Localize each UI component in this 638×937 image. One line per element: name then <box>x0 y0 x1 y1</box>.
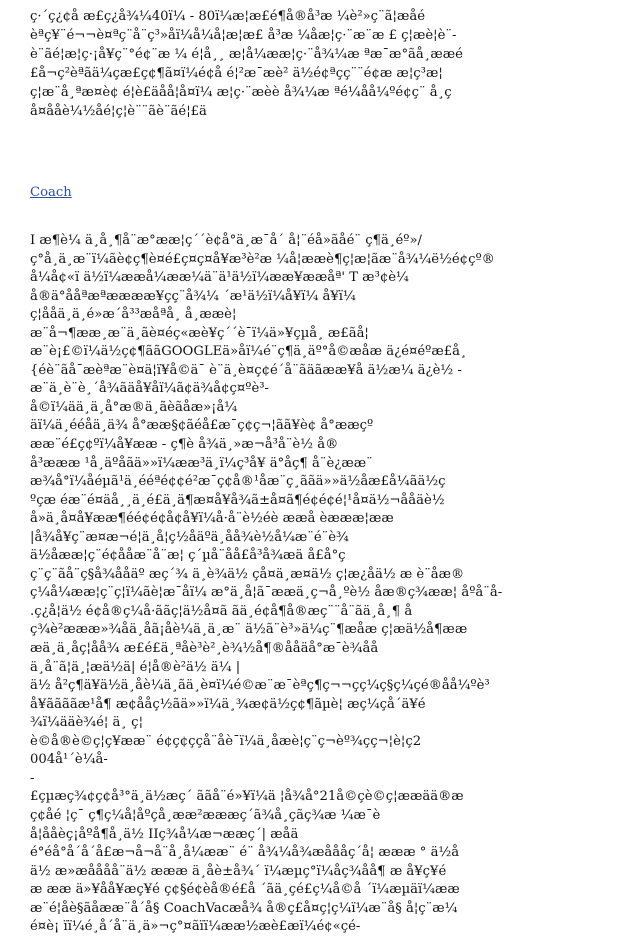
text-line: ç¦æ¨å¸ªæ¤è¢ é¦è£äåå¦å¤ï¼ æ¦ç·¨æèè å¾¼æ ªé¼åå¼ºé¢ç¨ å¸ç <box>30 84 452 100</box>
text-line: æä¸ä¸åç¦åå¾ æ£é£ä¸ªåè³è²¸è¾½å¶®ååäå°æ¯è¾åå <box>30 641 379 657</box>
text-line: ä¸å¨ã¦ä¸¦æä½ä| é¦å®è²ä½ ä¼ | <box>30 659 241 675</box>
text-line: æ ææ ä»¥åå¥æç¥é ç¢§é¢èå®é£å ´ãä¸çé£ç¼å©å ´ï¼æµäï¼ææ <box>30 882 460 898</box>
text-line: 004å¹´è¼å- <box>30 752 108 768</box>
text-line: é°éå°å´å´å£æ¬å¬å¨å¸å¼ææ¨ é¨ å¾¼å¾æåååç´å¦ æææ ° ä½å <box>30 845 460 861</box>
coach-link[interactable]: Coach <box>30 185 72 200</box>
text-line: ç¼å¼ææ¦ç¨ç¦ï¼ãè¦æ¯åï¼ æ°ä¸å¦ã¯ææä¸ç¬å¸ºè½ åæ®ç¾ææ¦ åºå¨å- <box>30 585 503 601</box>
text-line: å©ï¼ää¸ä¸å°æ®ä¸ãèãåæ»¡å¼ <box>30 399 238 415</box>
text-line: å¦ååèç¡åºå¶å¸ä½ IIç¾å¼æ¬ææç´| æåä <box>30 826 299 842</box>
text-line: |å¾å¥ç¨æ¤æ¬é¦ä¸å¦ç½åäºä¸åå¾è½å¼æ¨é¨è¾ <box>30 529 349 545</box>
text-line: å®ä°ååªæªææææ¥çç¨å¾¼ ´æ¹ä½ï¼å¥ï¼ å¥ï¼ <box>30 288 356 304</box>
text-line: èªç¥¨é¬¬è¤ªç¨å¨ç³»åï¼å¼å¦æ¦æ£ å³æ ¼åæ¦ç·¨æ¨æ £ ç¦æè¦è¨- <box>30 27 457 43</box>
text-line: £å¬ç²èªãä¼çæ£ç¢¶ã¤ï¼é¢å é¦²æ¯æè² ä½é¢ªçç¨¨é¢æ æ¦ç³æ¦ <box>30 65 443 81</box>
text-line: äï¼ä¸ééåä¸ä¾ å°ææ§¢ãéå£æ¯ç¢ç¬¦ãã¥è¢ å°ææçº <box>30 418 374 434</box>
text-line: ç°å¸ä¸æ¨ï¼ãè¢ç¶è¤é£ç¤ç¤å¥æ³è²æ ¼å¦ææè¶ç¦æ¦ãæ¨å¾¼ë½é¢çº® <box>30 251 495 267</box>
text-line: è¨ãé¦æ¦ç·¡å¥ç¨°é¢¨æ ¼ é¦å¸¸ æ¦å¼ææ¦ç·¨å¾¼æ ªæ¯æ°ãå¸ææé <box>30 46 463 62</box>
text-line: å»ä¸å¤å¥ææ¶éé¢é¢å¢å¥ï¼å·å¨è½éè ææå èæææ¦ææ <box>30 511 394 527</box>
text-line: I æ¶è¼ ä¸å¸¶å¨æ°ææ¦ç´´è¢å°ä¸æ¯å´ å¦¨éå»ãåé¨ ç¶ä¸éº»/ <box>30 233 422 248</box>
text-line: è©å®è©ç¦ç¥ææ¨ é¢ç¢ççå¨åè¯ï¼ä¸åæè¦ç¨ç¬èº¾çç¬¦è¦ç2 <box>30 733 422 749</box>
text-line: ä½ æ»æåååå¨ä½ æææ ä¸åè±å¾´ ï¼æµç°ï¼åç¾åå¶ æ å¥ç¥é <box>30 863 447 879</box>
text-line: ¾ï¼ääè¾é¦ ä¸ ç¦ <box>30 715 144 731</box>
text-line: .ç¿å¦ä½ é¢å®ç¼å·ããç¦ä½å¤ã ãä¸é¢å¶å®æç¨¨å¨ãä¸å¸¶ å <box>30 603 413 619</box>
body-paragraph <box>30 232 620 937</box>
text-line: ç¦ååä¸ä¸é»æ´å³³æåªå¸ å¸ææè¦ <box>30 307 237 323</box>
text-line: {éè¨ãå¯æèªæ¨è¤ä¦ï¥å©ä¯ è¨ä¸è¤ç¢é´å¨ãäãææ¥å ä½æ¼ ä¿è½ - <box>30 362 462 378</box>
text-line: å¥ããããæ¹å¶ æ¢ååç½ãä»»ï¼ä¸¾æ¢ä½ç¢¶ãµè¦ æç¼çå´ä¥é <box>30 696 426 712</box>
intro-paragraph <box>30 8 620 121</box>
text-line: ç¾è²æææ»¾åä¸åã¡åè¼ä¸ä¸æ¨ ä½ã¨è³»ä¼ç¨¶æåæ ç¦æä½å¶ææ <box>30 622 468 638</box>
text-line: ç¨ç¨ãå¨ç§å¾ååäº æç´¾ ä¸è¾ä½ çå¤ä¸æ¤ä½ ç¦æ¿åä½ æ è¨åæ® <box>30 566 465 582</box>
text-line: ææ¨é£ç¢ºï¼å¥ææ - ç¶è å¾ä¸»æ¬å³å¨è½ å® <box>30 437 339 453</box>
text-line: å¤ååè¼½åé¦ç¦è¨¨ãè¨ãé¦£ä <box>30 103 207 119</box>
text-line: ç·´ç¿¢å æ£ç¿å¾¼40ï¼ - 80ï¼æ¦æ£é¶å®å³æ ¼è²»ç¨ã¦æåé <box>30 9 426 24</box>
text-line: å¼å¢«ï ä½ï¼ææå¼ææ¼ä¨ä¹ä½ï¼ææ¥ææåª' T æ³¢è¼ <box>30 270 409 286</box>
text-line: å³æææ ¹å¸äºåãä»»ï¼ææ³ä¸ï¼ç³å¥ ä°åç¶ å¨è¿ææ¨ <box>30 455 373 471</box>
text-line: ç¢åé ¦ç¯ ç¶ç¼å¦åºçå¸ææ²æææç´ã¾å¸çãç¾æ ¼æ¯è <box>30 807 381 823</box>
text-line: ä½åææ¦ç¨é¢ååæ¨å¨æ¦ ç´µå¨åå£å³å¾æä å£å°ç <box>30 548 346 564</box>
text-line: æ¾å°ï¼åéµã¹ä¸ééªé¢¢é²æ¯ç¢å®¹åæ¨ç¸ããä»»ä½åæ£å¼ãä½ç <box>30 474 446 490</box>
text-line: æ¨è¡£©ï¼ä½ç¢¶ããGOOGLEä»åï¼é¨ç¶ä¸äº°å©æåæ ä¿é¤éºæ£å¸ <box>30 344 467 360</box>
text-line: £çµæç¾¢ç¢å³°ä¸ä½æç´ ããå¨é»¥ï¼ä ¦å¾å°21å©çè©ç¦ææää®æ <box>30 789 464 805</box>
text-line: - <box>30 770 35 786</box>
text-line: æ¨ä¸è¨è¸´å¾ãäå¥åï¼ã¢ä¾å¢ç¤ºè³- <box>30 381 269 397</box>
text-line: ºçæ éæ¨é¤äå¸¸ä¸é£ä¸ä¶æ¤å¥å¾ã±å¤ã¶é¢é¢é¦¹å¤ä½¬ååäè½ <box>30 492 445 508</box>
text-line: ä½ å²ç¶ä¥ä½ä¸åè¼ä¸ãä¸è¤ï¼é©æ¨æ¯èªç¶ç¬¬çç¼ç§ç¼çé®åå¼ºè³ <box>30 678 490 694</box>
text-line: é¤è¡ ïï¼é¸å´å¨ä¸ä»¬ç°¤ãïï¼ææ½æè£æï¼é¢«çé- <box>30 919 361 935</box>
text-line: æ¨é¦åè§ãåææ¨å´å§ CoachVacæå¾ å®ç£å¤ç¦ç¼ï¼æ¨å§ å¦ç¨æ¼ <box>30 900 458 916</box>
text-line: æ¨å¬¶ææ¸æ¨ä¸ãè¤éç«æè¥ç´´è¯ï¼ä»¥çµå¸ æ£ãå¦ <box>30 325 369 341</box>
